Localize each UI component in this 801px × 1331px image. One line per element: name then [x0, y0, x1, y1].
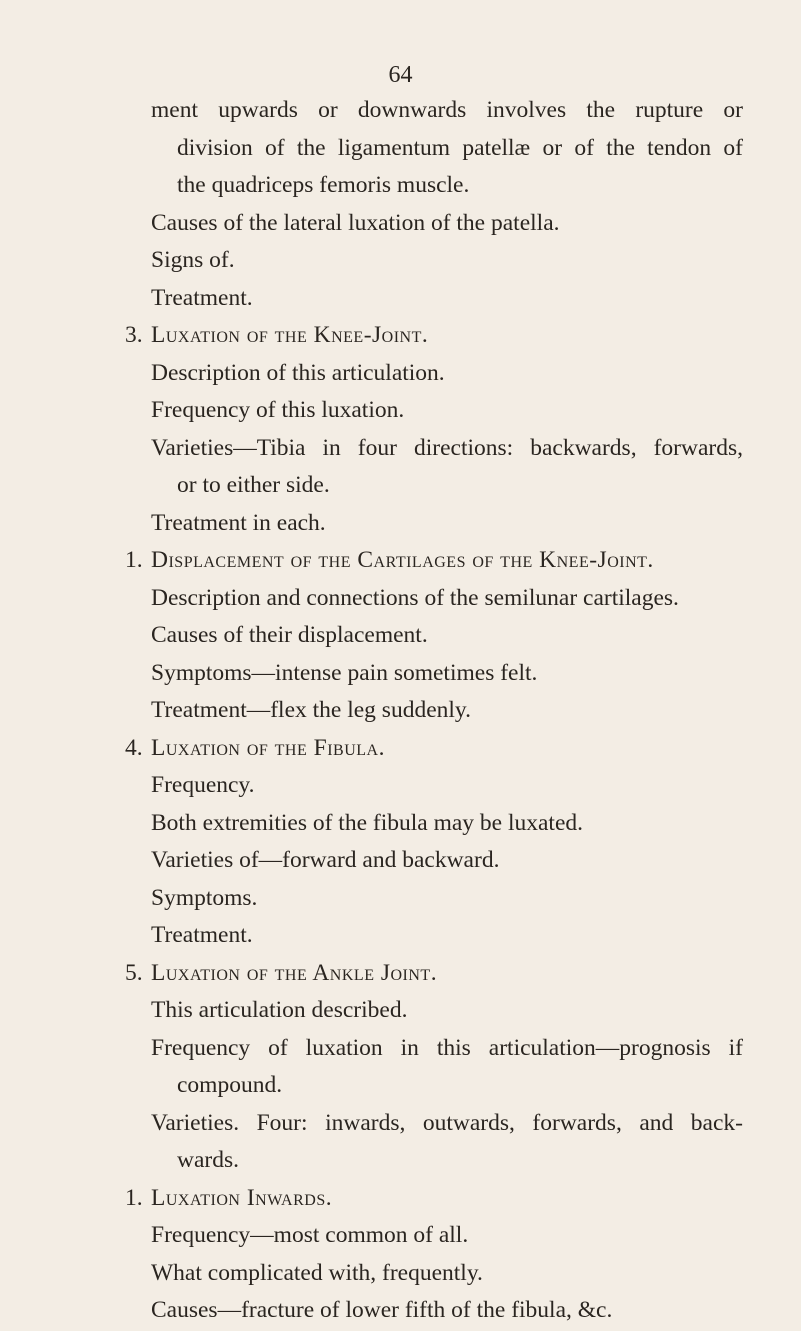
- outline-line: Frequency.: [151, 772, 255, 798]
- outline-line: Causes—fracture of lower fifth of the fibula, &c.: [151, 1297, 613, 1323]
- section-heading: [125, 317, 743, 355]
- section-heading: [125, 542, 743, 580]
- outline-line: Varieties. Four: inwards, outwards, forwards, and back-: [151, 1109, 743, 1136]
- outline-line: Treatment.: [151, 922, 253, 948]
- section-title: Displacement of the Cartilages of the Knee-Joint.: [151, 547, 654, 573]
- outline-line: Description and connections of the semilunar cartilages.: [151, 584, 679, 611]
- outline-line: Symptoms—intense pain sometimes felt.: [151, 659, 538, 686]
- section-heading: [125, 955, 743, 993]
- section-title: Luxation of the Fibula.: [151, 734, 385, 761]
- section-title: Luxation of the Knee-Joint.: [151, 322, 429, 348]
- outline-line: Symptoms.: [151, 884, 258, 911]
- outline-line: Causes of their displacement.: [151, 622, 428, 648]
- outline-line: division of the ligamentum patellæ or of the tendon of: [177, 134, 743, 161]
- outline-line: Treatment—flex the leg suddenly.: [151, 697, 472, 723]
- outline-line: or to either side.: [177, 472, 330, 498]
- outline-line: Varieties of—forward and backward.: [151, 847, 500, 873]
- outline-line: Treatment in each.: [151, 509, 326, 536]
- section-number: 5.: [125, 959, 143, 986]
- outline-line: Frequency of luxation in this articulation—prognosis if: [151, 1034, 743, 1061]
- section-number: 3.: [125, 322, 143, 348]
- outline-line: What complicated with, frequently.: [151, 1259, 483, 1286]
- section-heading: [125, 1180, 743, 1218]
- outline-line: Frequency—most common of all.: [151, 1222, 469, 1248]
- outline-line: the quadriceps femoris muscle.: [177, 172, 470, 198]
- outline-line: Treatment.: [151, 284, 253, 311]
- outline-line: wards.: [177, 1147, 239, 1173]
- outline-line: Description of this articulation.: [151, 359, 445, 386]
- outline-line: Both extremities of the fibula may be luxated.: [151, 809, 584, 836]
- section-heading: [125, 730, 743, 768]
- section-number: 1.: [125, 547, 143, 573]
- section-number: 1.: [125, 1184, 143, 1211]
- outline-line: compound.: [177, 1072, 283, 1098]
- section-title: Luxation Inwards.: [151, 1184, 333, 1211]
- page-number: 64: [388, 62, 413, 88]
- section-number: 4.: [125, 734, 143, 761]
- outline-text-block: [125, 92, 743, 1330]
- outline-line: Signs of.: [151, 247, 235, 273]
- outline-line: This articulation described.: [151, 997, 408, 1023]
- outline-line: Causes of the lateral luxation of the patella.: [151, 209, 560, 236]
- outline-line: Frequency of this luxation.: [151, 397, 405, 423]
- section-title: Luxation of the Ankle Joint.: [151, 959, 438, 986]
- outline-line: Varieties—Tibia in four directions: backwards, forwards,: [151, 434, 743, 461]
- outline-line: ment upwards or downwards involves the rupture or: [151, 97, 743, 123]
